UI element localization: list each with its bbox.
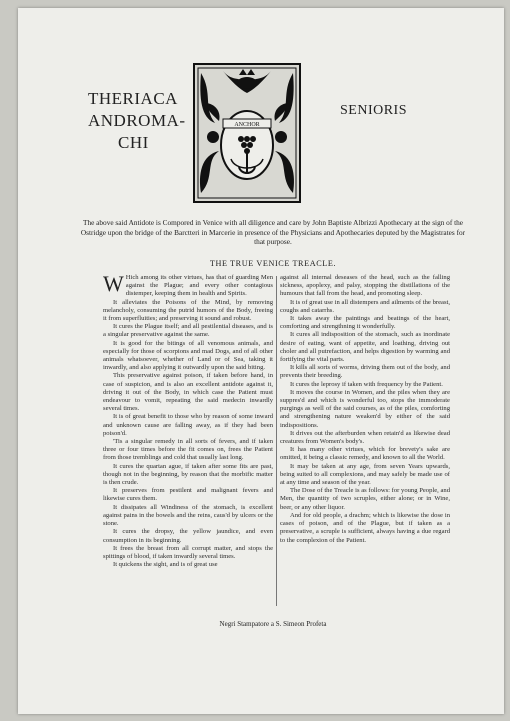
right-paragraph: against all internal deseases of the head, such as the falling sickness, apoplexy, and palsy, stopping the distillations of the humours that fall from the head, and promoting sleep. bbox=[280, 274, 450, 298]
emblem-banner-text: ANCHOR bbox=[234, 122, 260, 128]
anchor-and-vine-emblem-icon bbox=[193, 63, 301, 203]
right-paragraph: It cures all indisposition of the stomach, such as inordinate desire of eating, want of appetite, and loathing, driving out choler and all putrefaction, and helps digestion by warming and fortifying the vital parts. bbox=[280, 331, 450, 364]
left-text-column bbox=[103, 271, 273, 569]
drop-cap: W bbox=[103, 271, 124, 296]
left-paragraph: It is good for the bitings of all venomous animals, and especially for those of scorpions and mad Dogs, and of all other animals whatsoever, whether of Land or of Sea, taking it inwardly, and also applying it outwardly upon the said biting. bbox=[103, 339, 273, 372]
left-paragraph: It dissipates all Windiness of the stomach, is excellent against pains in the bowels and the reins, caus'd by ulcers or the stone. bbox=[103, 503, 273, 528]
section-heading: THE TRUE VENICE TREACLE. bbox=[209, 259, 337, 268]
left-paragraph: W Hich among its other virtues, has that of guarding Men against the Plague; and every other contagious distemper, keeping them in health and Spirits. bbox=[103, 271, 273, 298]
right-text-column bbox=[280, 274, 450, 545]
right-paragraph: It may be taken at any age, from seven Years upwards, being suited to all complexions, and may safely be made use of at any time and season of the year. bbox=[280, 462, 450, 487]
right-paragraph: It takes away the paintings and beatings of the heart, comforting and strengthning it wonderfully. bbox=[280, 315, 450, 331]
title-line-3: CHI bbox=[118, 133, 149, 152]
left-paragraph: It cures the Plague itself; and all pestilential diseases, and is a singular preservative against the same. bbox=[103, 323, 273, 339]
left-paragraph: It is of great benefit to those who by reason of some inward and unknown cause are falling away, as if they had been poison'd. bbox=[103, 413, 273, 437]
document-sheet bbox=[18, 8, 504, 714]
intro-paragraph: The above said Antidote is Compored in Venice with all diligence and care by John Baptiste Albrizzi Apothecary at the sign of the Ostridge upon the bridge of the Barctteri in Marcerie in presence of the Physicians and Apothecaries deputed by the Magistrates for that purpose. bbox=[80, 218, 466, 246]
right-paragraph: It moves the course in Women, and the piles when they are suppres'd and which is wonderful too, stops the immoderate purgings as well of the said courses, as of the piles, comforting and strengthening nature weaken'd by either of the said indispositions. bbox=[280, 388, 450, 429]
column-divider bbox=[276, 276, 277, 606]
left-paragraph: 'Tis a singular remedy in all sorts of fevers, and if taken three or four times before the fit comes on, frees the Patient from those tremblings and cold that usually last long. bbox=[103, 438, 273, 462]
left-paragraph: It frees the breast from all corrupt matter, and stops the spittings of blood, if taken inwardly several times. bbox=[103, 544, 273, 560]
right-paragraph: And for old people, a drachm; which is likewise the dose in cases of poison, and of the Plague, but if taken as a preservative, a scruple is sufficient, always having a due regard to the complexion of the Patient. bbox=[280, 511, 450, 544]
title-senioris: SENIORIS bbox=[340, 103, 408, 118]
right-paragraph: It has many other virtues, which for brevety's sake are omitted, it being a classic remedy, and known to all the World. bbox=[280, 446, 450, 462]
right-paragraph: It drives out the afterburden when retain'd as likewise dead creatures from Women's body's. bbox=[280, 429, 450, 446]
right-paragraph: It kills all sorts of worms, driving them out of the body, and prevents their breeding. bbox=[280, 364, 450, 380]
title-line-2: ANDROMA- bbox=[88, 111, 186, 130]
left-paragraph: It cures the quartan ague, if taken after some fits are past, though not in the beginning, by reason that the morbific matter is then crude. bbox=[103, 462, 273, 487]
title-line-1: THERIACA bbox=[88, 89, 178, 108]
left-paragraph: This preservative against poison, if taken before hand, in case of suspicion, and is also an excellent antidote against it, driving it out of the Body, in which case the Patient must endeavour to vomit, repeating the said medecin inwardly several times. bbox=[103, 372, 273, 413]
right-paragraph: It cures the leprosy if taken with frequency by the Patient. bbox=[290, 380, 443, 388]
title-theriaca bbox=[88, 88, 198, 154]
left-paragraph: It quickens the sight, and is of great use bbox=[113, 561, 218, 569]
right-paragraph: The Dose of the Treacle is as follows: for young People, and Men, the quantity of two scruples, either alone; or in Wine, beer, or any other liquor. bbox=[280, 487, 450, 511]
left-paragraph: It preserves from pestilent and malignant fevers and likewise cures them. bbox=[103, 487, 273, 503]
left-paragraph: It cures the dropsy, the yellow jaundice, and even consumption in its beginning. bbox=[103, 528, 273, 544]
printer-imprint: Negri Stampatore a S. Simeon Profeta bbox=[219, 620, 327, 628]
right-paragraph: It is of great use in all distempers and ailments of the breast, coughs and catarrhs. bbox=[280, 298, 450, 314]
left-paragraph: It alleviates the Poisons of the Mind, by removing melancholy, consuming the putrid humors of the Body, freeing it from superfluities; and preserving it sound and robust. bbox=[103, 298, 273, 323]
